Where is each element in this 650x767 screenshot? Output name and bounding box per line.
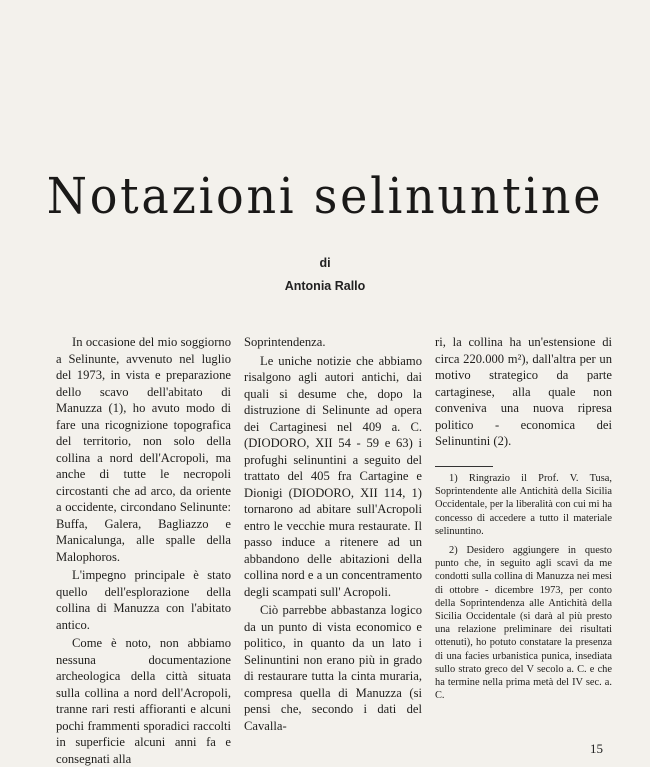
paragraph: Soprintendenza. (244, 335, 326, 349)
paragraph: Le uniche notizie che abbiamo risalgono agli autori antichi, dai quali si desume che, dopo la distruzione di Selinunte ad opera dei Cartaginesi nel 409 a. C. (DIODORO, XII 54 - 59 e 63) i profughi selinuntini a seguito del trattato del 405 fra Cartagine e Dionigi (DIODORO, XII 114, 1) tornarono ad abitare sull'Acropoli entro le vecchie mura restaurate. Il passo induce a ritenere ad un abbandono delle abitazioni della collina nord e a un concentramento degli scampati sull' Acropoli. (244, 353, 422, 599)
byline-di: di (319, 256, 331, 270)
page-number: 15 (590, 741, 603, 756)
text-column-2 (244, 334, 422, 734)
author-name: Antonia Rallo (284, 279, 366, 293)
article-title: Notazioni selinuntine (46, 167, 604, 225)
footnote: 1) Ringrazio il Prof. V. Tusa, Soprintendente alle Antichità della Sicilia Occidentale, per la liberalità con cui mi ha concesso di accedere a tutto il materiale selinuntino. (435, 473, 612, 537)
footnote: 2) Desidero aggiungere in questo punto che, in seguito agli scavi da me condotti sulla collina di Manuzza nei mesi di ottobre - dicembre 1973, per conto della Soprintendenza alle Antichità della Sicilia Occidentale (si darà al più presto una relazione preliminare dei risultati ottenuti), ho potuto constatare la presenza di una facies urbanistica punica, insediata sullo strato greco del V secolo a. C. e che ha termine nella prima metà del IV sec. a. C. (435, 545, 612, 702)
footnotes (435, 472, 612, 702)
text-column-1 (56, 334, 231, 767)
paragraph: ri, la collina ha un'estensione di circa 220.000 m²), dall'altra per un motivo strategico da parte cartaginese, alla quale non conveniva una nuova ripresa politico - economica dei Selinuntini (2). (435, 335, 612, 448)
paragraph: In occasione del mio soggiorno a Selinunte, avvenuto nel luglio del 1973, in vista e preparazione dello scavo dell'abitato di Manuzza (1), ho avuto modo di fare una ricognizione topografica del territorio, non solo della collina a nord dell'Acropoli, ma anche di tutte le necropoli circostanti che ad arco, da oriente a occidente, circondano Selinunte: Buffa, Galera, Bagliazzo e Manicalunga, alle spalle della Malophoros. (56, 335, 231, 564)
paragraph: Come è noto, non abbiamo nessuna documentazione archeologica della città situata sulla collina a nord dell'Acropoli, tranne rari resti affioranti e alcuni pochi frammenti sporadici raccolti in superficie alcuni anni fa e consegnati alla (56, 636, 231, 766)
text-column-3 (435, 334, 612, 450)
footnote-divider (435, 466, 493, 467)
paragraph: Ciò parrebbe abbastanza logico da un punto di vista economico e politico, in quanto da un lato i Selinuntini non erano più in grado di restaurare tutta la cinta muraria, compresa quella di Manuzza (si pensi che, secondo i dati del Cavalla- (244, 603, 422, 733)
paragraph: L'impegno principale è stato quello dell'esplorazione della collina di Manuzza con l'abitato antico. (56, 568, 231, 632)
